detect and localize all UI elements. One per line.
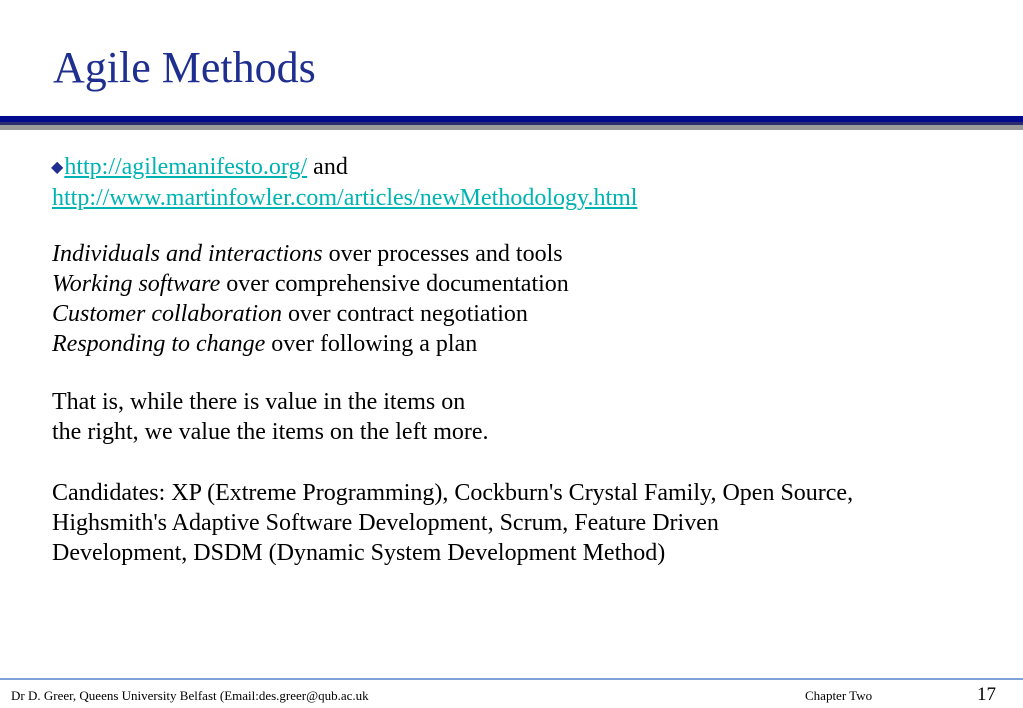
slide-title: Agile Methods bbox=[53, 43, 316, 92]
title-divider bbox=[0, 116, 1023, 134]
value-statement bbox=[52, 387, 1002, 447]
candidates-line: Development, DSDM (Dynamic System Development Method) bbox=[52, 540, 666, 566]
value-statement-line: the right, we value the items on the left more. bbox=[52, 419, 489, 445]
diamond-bullet-icon: ◆ bbox=[51, 159, 64, 176]
manifesto-preferred: Working software bbox=[52, 271, 221, 297]
manifesto-over: over processes and tools bbox=[328, 241, 563, 267]
manifesto-over: over comprehensive documentation bbox=[226, 271, 569, 297]
manifesto-over: over contract negotiation bbox=[288, 301, 528, 327]
slide-footer bbox=[0, 680, 1023, 708]
manifesto-over: over following a plan bbox=[271, 331, 478, 357]
links-bullet bbox=[52, 152, 1002, 213]
links-connector: and bbox=[313, 154, 348, 180]
agile-manifesto-link[interactable]: http://agilemanifesto.org/ bbox=[64, 154, 308, 180]
value-statement-line: That is, while there is value in the items on bbox=[52, 389, 466, 415]
manifesto-values bbox=[52, 239, 1002, 359]
footer-chapter: Chapter Two bbox=[805, 688, 873, 703]
manifesto-line bbox=[52, 239, 1002, 269]
candidates-paragraph bbox=[52, 478, 1002, 568]
footer-author: Dr D. Greer, Queens University Belfast (Email:des.greer@qub.ac.uk bbox=[11, 688, 369, 703]
page-number: 17 bbox=[977, 684, 996, 705]
manifesto-preferred: Responding to change bbox=[52, 331, 266, 357]
martin-fowler-link[interactable]: http://www.martinfowler.com/articles/newMethodology.html bbox=[52, 185, 638, 211]
manifesto-line bbox=[52, 299, 1002, 329]
title-divider-gray bbox=[0, 125, 1023, 130]
candidates-line: Candidates: XP (Extreme Programming), Cockburn's Crystal Family, Open Source, bbox=[52, 480, 854, 506]
manifesto-line bbox=[52, 329, 1002, 359]
slide-content bbox=[52, 152, 1002, 568]
manifesto-preferred: Customer collaboration bbox=[52, 301, 283, 327]
manifesto-line bbox=[52, 269, 1002, 299]
manifesto-preferred: Individuals and interactions bbox=[52, 241, 323, 267]
candidates-line: Highsmith's Adaptive Software Development, Scrum, Feature Driven bbox=[52, 510, 719, 536]
